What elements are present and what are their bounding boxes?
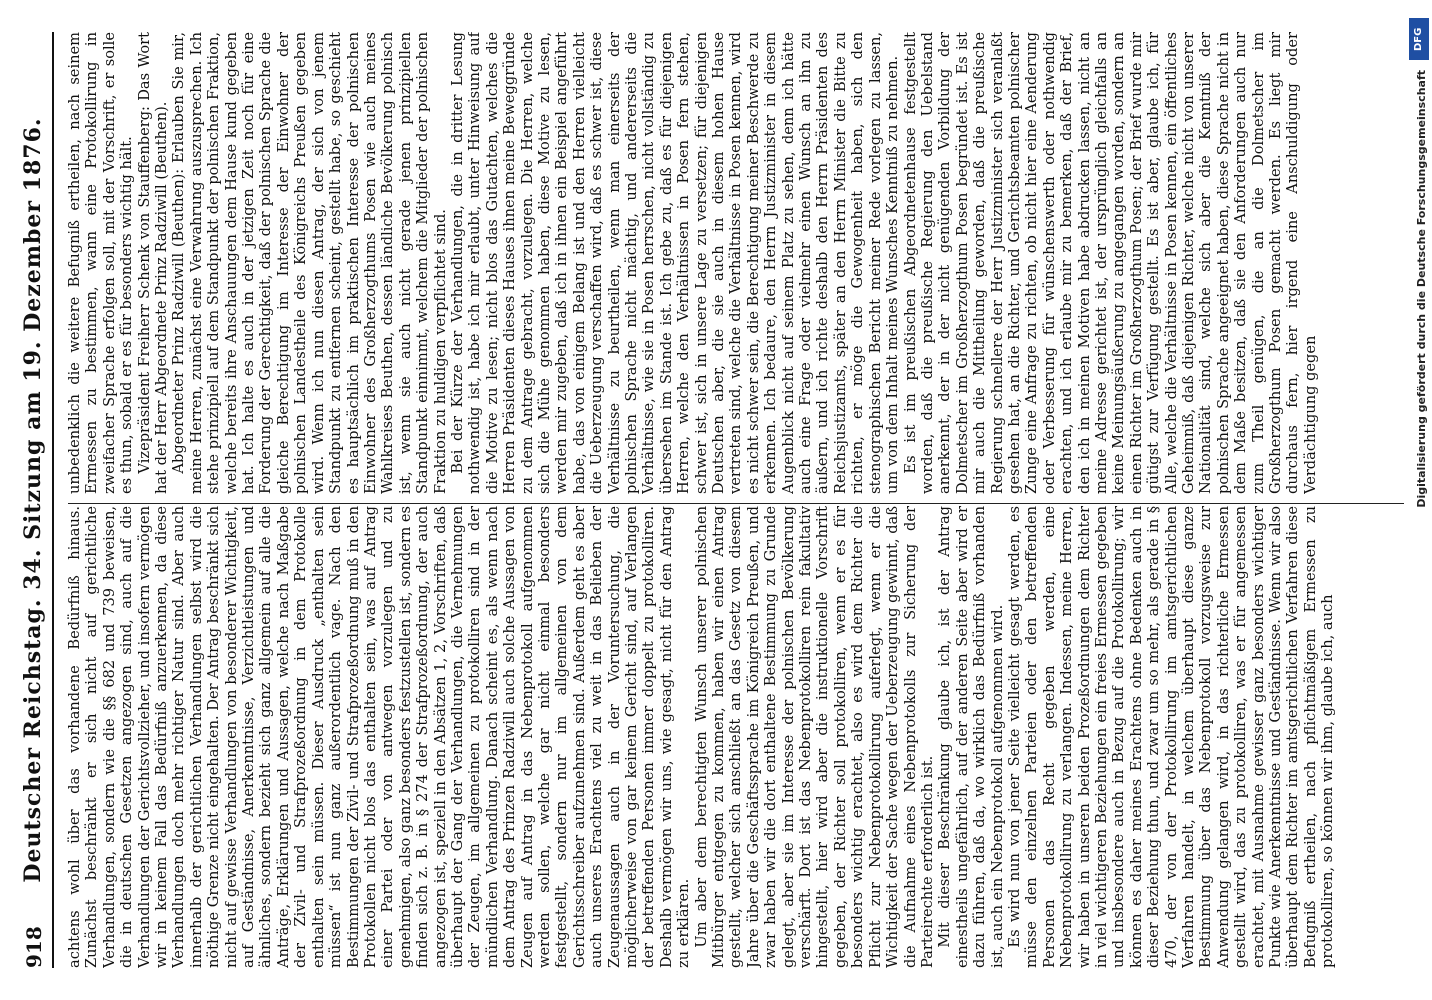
column-divider [68, 503, 1404, 504]
paragraph: Mit dieser Beschränkung glaube ich, ist der Antrag einestheils ungefährlich, auf der anderen Seite aber wird er dazu führen, daß da, wo wirklich das Bedürfniß vorhanden ist, auch ein Nebenprotokoll aufgenommen wird. [936, 506, 1006, 968]
dfg-logo: DFG [1409, 18, 1429, 60]
paragraph: unbedenklich die weitere Befugniß ertheilen, nach seinem Ermessen zu bestimmen, wann eine Protokollirung in zweifacher Sprache erfolgen soll, mit der Vorschrift, er solle es thun, sobald er es für besonders wichtig hält. [66, 32, 136, 494]
paragraph: achtens wohl über das vorhandene Bedürfniß hinaus. Zunächst beschränkt er sich nicht auf gerichtliche Verhandlungen, sondern wie die §§ 682 und 739 beweisen, die in deutschen Gesetzen angezogen sind, auch auf die Verhandlungen der Gerichtsvollzieher, und insofern vermögen wir in keinem Fall das Bedürfniß anzuerkennen, da diese Verhandlungen doch mehr richtiger Natur sind. Aber auch innerhalb der gerichtlichen Verhandlungen selbst wird die nöthige Grenze nicht eingehalten. Der Antrag beschränkt sich nicht auf gewisse Verhandlungen von besonderer Wichtigkeit, auf Geständnisse, Anerkenntnisse, Verzichtleistungen und ähnliches, sondern bezieht sich ganz allgemein auf alle die Anträge, Erklärungen und Aussagen, welche nach Maßgabe der Zivil- und Strafprozeßordnung in dem Protokolle enthalten sein müssen. Dieser Ausdruck „enthalten sein müssen“ ist nun ganz außerordentlich vage. Nach den Bestimmungen der Zivil- und Strafprozeßordnung muß in den Protokollen nicht blos das enthalten sein, was auf Antrag einer Partei oder von antwegen vorzulegen und zu genehmigen, also ganz besonders festzustellen ist, sondern es finden sich z. B. in § 274 der Strafprozeßordnung, der auch angezogen ist, speziell in den Absätzen 1, 2, Vorschriften, daß überhaupt der Gang der Verhandlungen, die Vernehmungen der Zeugen, im allgemeinen zu protokolliren sind in der mündlichen Verhandlung. Danach scheint es, als wenn nach dem Antrag des Prinzen Radziwill auch solche Aussagen von Zeugen auf Antrag in das Nebenprotokoll aufgenommen werden sollen, welche gar nicht einmal besonders festgestellt, sondern nur im allgemeinen von dem Gerichtsschreiber aufzunehmen sind. Außerdem geht es aber auch unseres Erachtens viel zu weit in das Belieben der Zeugenaussagen auch in der Voruntersuchung, die möglicherweise von gar keinem Gericht sind, auf Verlangen der betreffenden Personen immer doppelt zu protokolliren. Deshalb vermögen wir uns, wie gesagt, nicht für den Antrag zu erklären. [66, 506, 693, 968]
paragraph-speaker: Vizepräsident Freiherr Schenk von Stauffenberg: Das Wort hat der Herr Abgeordnete Prinz Radziwill (Beuthen). [135, 32, 171, 494]
scanned-page [16, 20, 1416, 980]
digitization-credit: Digitalisierung gefördert durch die Deutsche Forschungsgemeinschaft [1415, 70, 1428, 508]
page-number: 918 [22, 926, 46, 968]
page-title: Deutscher Reichstag. 34. Sitzung am 19. Dezember 1876. [20, 117, 46, 883]
paragraph-speaker: Abgeordneter Prinz Radziwill (Beuthen): Erlauben Sie mir, meine Herren, zunächst eine Verwahrung auszusprechen. Ich stehe prinzipiell auf dem Standpunkt der polnischen Fraktion, welche bereits ihre Anschauungen dem Hause kund gegeben hat. Ich halte es auch in der jetzigen Zeit noch für eine Forderung der Gerechtigkeit, daß der polnischen Sprache die gleiche Berechtigung im Interesse der Einwohner der polnischen Landestheile des Königreichs Preußen gegeben wird. Wenn ich nun diesen Antrag, der sich von jenem Standpunkt zu entfernen scheint, gestellt habe, so geschieht es hauptsächlich im praktischen Interesse der polnischen Einwohner des Großherzogthums Posen wie auch meines Wahlkreises Beuthen, dessen ländliche Bevölkerung polnisch ist, wenn sie auch nicht gerade jenen prinzipiellen Standpunkt einnimmt, welchem die Mitglieder der polnischen Fraktion zu huldigen verpflichtet sind. [170, 32, 449, 494]
paragraph: Es ist im preußischen Abgeordnetenhause festgestellt worden, daß die preußische Regierung den Uebelstand anerkennt, der in der nicht genügenden Vorbildung der Dolmetscher im Großherzogthum Posen begründet ist. Es ist mir auch die Mittheilung geworden, daß die preußische Regierung schnellere der Herr Justizminister sich veranlaßt gesehen hat, an die Richter, und Gerichtsbeamten polnischer Zunge eine Anfrage zu richten, ob nicht hier eine Aenderung oder Verbesserung für wünschenswerth oder nothwendig erachten, und ich erlaube mir zu bemerken, daß der Brief, den ich in meinen Motiven habe abdrucken lassen, nicht an meine Adresse gerichtet ist, der ursprünglich gleichfalls an keine Meinungsäußerung zu angegangen worden, sondern an einen Richter im Großherzogthum Posen; der Brief wurde mir gütigst zur Verfügung gestellt. Es ist aber, glaube ich, für Alle, welche die Verhältnisse in Posen kennen, ein öffentliches Geheimniß, daß diejenigen Richter, welche nicht von unserer Nationalität sind, welche sich aber die Kenntniß der polnischen Sprache angeeignet haben, diese Sprache nicht in dem Maße besitzen, daß sie den Anforderungen auch nur zum Theil genügen, die an die Dolmetscher im Großherzogthum Posen gemacht werden. Es liegt mir durchaus fern, hier irgend eine Anschuldigung oder Verdächtigung gegen [901, 32, 1319, 494]
paragraph: Es wird nun von jener Seite vielleicht gesagt werden, es müsse den einzelnen Parteien oder den betreffenden Personen das Recht gegeben werden, eine Nebenprotokollirung zu verlangen. Indessen, meine Herren, wir haben in unseren beiden Prozeßordnungen dem Richter in viel wichtigeren Beziehungen ein freies Ermessen gegeben und insbesondere auch in Bezug auf die Protokollirung; wir können es daher meines Erachtens ohne Bedenken auch in dieser Beziehung thun, und zwar um so mehr, als gerade in § 470, der von der Protokollirung im amtsgerichtlichen Verfahren handelt, in welchem überhaupt diese ganze Bestimmung über das Nebenprotokoll vorzugsweise zur Anwendung gelangen wird, in das richterliche Ermessen gestellt wird, das zu protokolliren, was er für angemessen erachtet, mit Ausnahme gewisser ganz besonders wichtiger Punkte wie Anerkenntnisse und Geständnisse. Wenn wir also überhaupt dem Richter im amtsgerichtlichen Verfahren diese Befugniß ertheilen, nach pflichtmäßigem Ermessen zu protokolliren, so können wir ihm, glaube ich, auch [1005, 506, 1337, 968]
paragraph: Um aber dem berechtigten Wunsch unserer polnischen Mitbürger entgegen zu kommen, haben wir einen Antrag gestellt, welcher sich anschließt an das Gesetz von diesem Jahre über die Geschäftssprache im Königreich Preußen, und zwar haben wir die dort enthaltene Bestimmung zu Grunde gelegt, aber sie im Interesse der polnischen Bevölkerung verschärft. Dort ist das Nebenprotokolliren rein fakultativ hingestellt, hier wird aber die instruktionelle Vorschrift gegeben, der Richter soll protokolliren, wenn er es für besonders wichtig erachtet, also es wird dem Richter die Pflicht zur Nebenprotokollirung auferlegt, wenn er die Wichtigkeit der Sache wegen der Ueberzeugung gewinnt, daß die Aufnahme eines Nebenprotokolls zur Sicherung der Parteirechte erforderlich ist. [692, 506, 936, 968]
page-header [16, 32, 54, 968]
left-column [66, 506, 1406, 968]
paragraph: Bei der Kürze der Verhandlungen, die in dritter Lesung nothwendig ist, habe ich mir erlaubt, unter Hinweisung auf die Motive zu lesen; nicht blos das Gutachten, welches die Herren Präsidenten dieses Hauses ihnen meine Beweggründe zu dem Antrage gebracht, vorzulegen. Die Herren, welche sich die Mühe genommen haben, diese Motive zu lesen, werden mir zugeben, daß ich in ihnen ein Beispiel angeführt habe, das von einigem Belang ist und den Herren vielleicht die Ueberzeugung verschaffen wird, daß es schwer ist, diese Verhältnisse zu beurtheilen, wenn man einerseits der polnischen Sprache nicht mächtig, und andererseits die Verhältnisse, wie sie in Posen herrschen, nicht vollständig zu übersehen im Stande ist. Ich gebe zu, daß es für diejenigen Herren, welche den Verhältnissen in Posen fern stehen, schwer ist, sich in unsere Lage zu versetzen; für diejenigen Deutschen aber, die sie auch in diesem hohen Hause vertreten sind, welche die Verhältnisse in Posen kennen, wird es nicht schwer sein, die Berechtigung meiner Beschwerde zu erkennen. Ich bedaure, den Herrn Justizminister in diesem Augenblick nicht auf seinem Platz zu sehen, denn ich hätte auch eine Frage oder vielmehr einen Wunsch an ihn zu äußern, und ich richte deshalb den Herrn Präsidenten des Reichsjustizamts, später an den Herrn Minister die Bitte zu richten, er möge die Gewogenheit haben, sich den stenographischen Bericht meiner Rede vorlegen zu lassen, um von dem Inhalt meines Wunsches Kenntniß zu nehmen. [448, 32, 902, 494]
right-column [66, 32, 1406, 494]
